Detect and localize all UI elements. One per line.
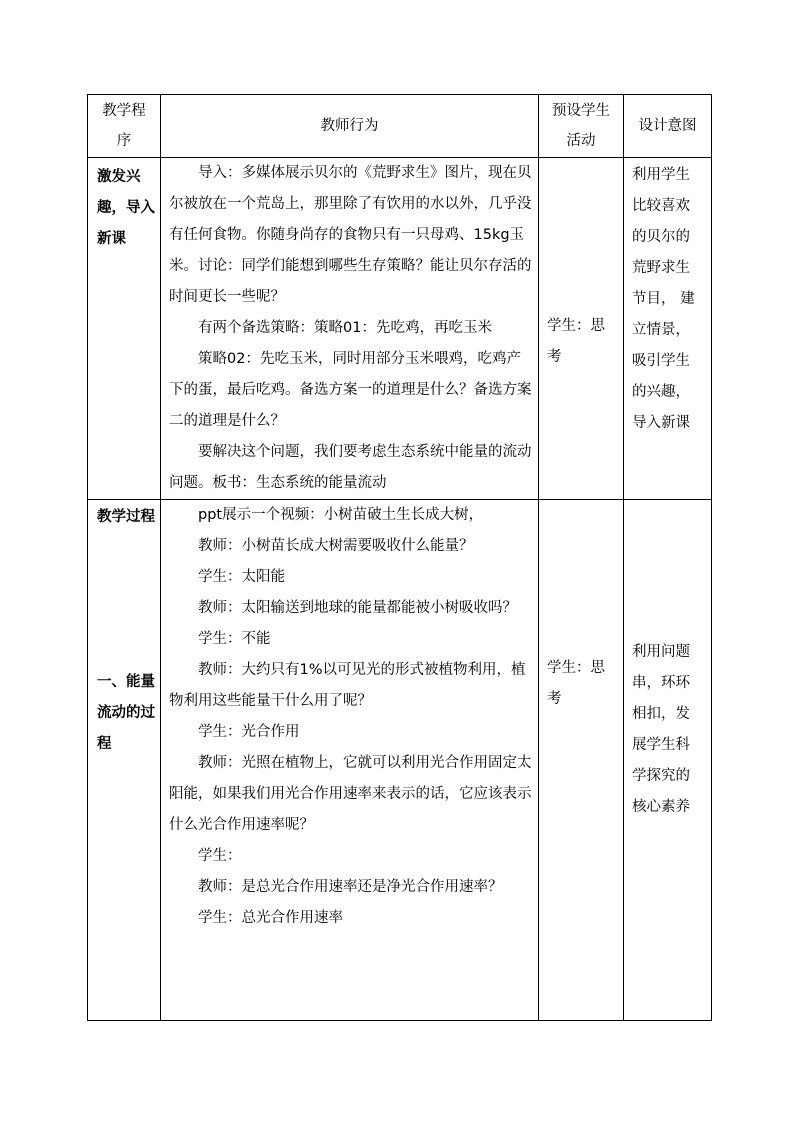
- teacher-paragraph: 教师：大约只有1%以可见光的形式被植物利用，植物利用这些能量干什么用了呢？: [169, 662, 526, 709]
- header-cell-design: 设计意图: [624, 95, 712, 158]
- stage-sublabel: 一、能量流动的过程: [97, 674, 155, 752]
- student-activity-text: 学生：思考: [547, 660, 605, 707]
- teacher-paragraph: 学生：不能: [198, 631, 271, 647]
- teacher-paragraph: 教师：是总光合作用速率还是净光合作用速率？: [198, 879, 503, 895]
- stage-cell: [88, 500, 161, 1021]
- design-intent-cell: [624, 500, 712, 1021]
- student-activity-cell: [539, 500, 624, 1021]
- teacher-behavior-cell: [161, 500, 539, 1021]
- teacher-paragraph: 策略02：先吃玉米，同时用部分玉米喂鸡，吃鸡产下的蛋，最后吃鸡。备选方案一的道理是什么？备选方案二的道理是什么？: [169, 351, 532, 429]
- teacher-paragraph: 学生：: [198, 848, 242, 864]
- teacher-behavior-cell: [161, 158, 539, 500]
- header-cell-student: 预设学生活动: [539, 95, 624, 158]
- teacher-paragraph: 导入：多媒体展示贝尔的《荒野求生》图片，现在贝尔被放在一个荒岛上，那里除了有饮用的水以外，几乎没有任何食物。你随身尚存的食物只有一只母鸡、15kg玉米。讨论：同学们能想到哪些生存策略？能让贝尔存活的时间更长一些呢？: [169, 165, 532, 305]
- teacher-paragraph: 学生：太阳能: [198, 569, 285, 585]
- stage-label: 教学过程: [97, 509, 155, 525]
- teacher-paragraph: 教师：小树苗长成大树需要吸收什么能量？: [198, 538, 474, 554]
- teacher-paragraph: 教师：光照在植物上，它就可以利用光合作用固定太阳能，如果我们用光合作用速率来表示的话，它应该表示什么光合作用速率呢？: [169, 755, 532, 833]
- teacher-paragraph: ppt展示一个视频：小树苗破土生长成大树，: [198, 507, 484, 523]
- design-intent-text: 利用问题串，环环相扣，发展学生科学探究的核心素养: [632, 644, 690, 815]
- teacher-paragraph: 教师：太阳输送到地球的能量都能被小树吸收吗？: [198, 600, 517, 616]
- teacher-paragraph: 有两个备选策略：策略01：先吃鸡，再吃玉米: [198, 320, 492, 336]
- table-row: [88, 158, 712, 500]
- student-activity-text: 学生：思考: [547, 318, 605, 365]
- student-activity-cell: [539, 158, 624, 500]
- table-row: [88, 500, 712, 1021]
- teacher-paragraph: 学生：光合作用: [198, 724, 300, 740]
- teacher-paragraph: 要解决这个问题，我们要考虑生态系统中能量的流动问题。板书：生态系统的能量流动: [169, 444, 532, 491]
- header-cell-procedure: 教学程序: [88, 95, 161, 158]
- stage-label: 激发兴趣，导入新课: [97, 169, 155, 247]
- design-intent-text: 利用学生比较喜欢的贝尔的荒野求生节目， 建立情景，吸引学生的兴趣，导入新课: [632, 167, 695, 431]
- header-row: [88, 95, 712, 158]
- stage-cell: [88, 158, 161, 500]
- lesson-plan-table: [87, 94, 712, 1021]
- teacher-paragraph: 学生：总光合作用速率: [198, 910, 343, 926]
- header-cell-teacher: 教师行为: [161, 95, 539, 158]
- design-intent-cell: [624, 158, 712, 500]
